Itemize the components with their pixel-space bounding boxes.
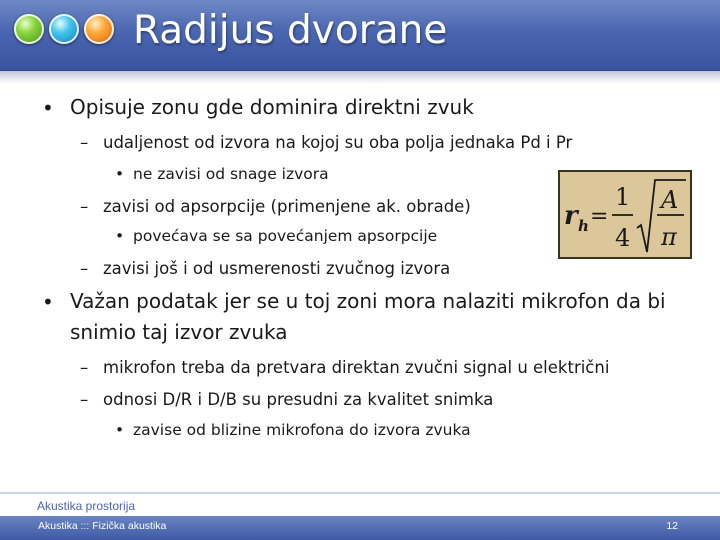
bullet-icon: • [42, 96, 54, 120]
bullet-icon: • [115, 227, 125, 245]
bullet-level2: odnosi D/R i D/B su presudni za kvalitet snimka [103, 390, 494, 409]
dash-icon: – [80, 358, 89, 377]
radicand-numerator: A [661, 186, 679, 214]
bullet-level3: zavise od blizine mikrofona do izvora zvuka [133, 421, 471, 439]
bullet-level3: ne zavisi od snage izvora [133, 165, 329, 183]
page-number: 12 [666, 520, 678, 532]
footer-section-label: Akustika prostorija [37, 499, 136, 513]
slide-title: Radijus dvorane [133, 8, 448, 53]
bullet-level1: Opisuje zonu gde dominira direktni zvuk [70, 95, 474, 119]
formula-svg [560, 172, 690, 257]
formula-lhs: r [564, 201, 578, 231]
bullet-level2: udaljenost od izvora na kojoj su oba polja jednaka Pd i Pr [103, 133, 573, 152]
formula-numerator: 1 [615, 183, 631, 211]
formula-denominator: 4 [615, 224, 631, 252]
dash-icon: – [80, 197, 89, 216]
dash-icon: – [80, 390, 89, 409]
radicand-denominator: π [661, 223, 677, 251]
bullet-icon: • [115, 421, 125, 439]
bullet-level1: Važan podatak jer se u toj zoni mora nalaziti mikrofon da bi [70, 289, 666, 313]
formula-box [558, 170, 692, 259]
bullet-level3: povećava se sa povećanjem apsorpcije [133, 227, 438, 245]
footer-separator [0, 492, 720, 494]
bullet-level2: mikrofon treba da pretvara direktan zvučni signal u električni [103, 358, 610, 377]
footer-bar [0, 516, 720, 540]
formula-lhs-subscript: h [578, 217, 589, 235]
footer-course-label: Akustika ::: Fizička akustika [38, 520, 167, 532]
bullet-level1-continuation: snimio taj izvor zvuka [70, 320, 288, 344]
formula-equals: = [590, 204, 609, 229]
bullet-icon: • [115, 165, 125, 183]
dash-icon: – [80, 133, 89, 152]
dash-icon: – [80, 259, 89, 278]
bullet-level2: zavisi od apsorpcije (primenjene ak. obrade) [103, 197, 471, 216]
bullet-icon: • [42, 290, 54, 314]
bullet-level2: zavisi još i od usmerenosti zvučnog izvora [103, 259, 451, 278]
